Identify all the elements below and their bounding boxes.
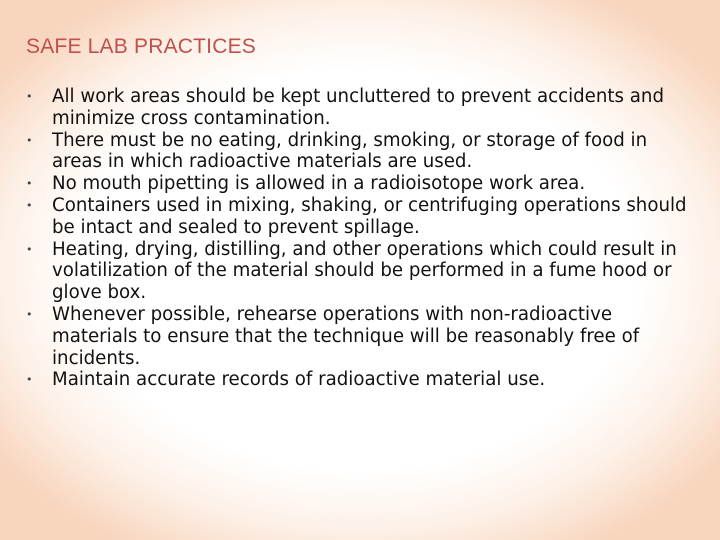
list-item [26,239,701,304]
bullet-icon: • [26,133,33,147]
bullet-icon: • [26,177,33,191]
list-item [26,304,701,369]
bullet-icon: • [26,198,33,212]
bullet-icon: • [26,242,33,256]
bullet-text: Whenever possible, rehearse operations with non-radioactive materials to ensure that the technique will be reasonably free of incidents. [52,303,640,369]
list-item [26,369,701,391]
list-item [26,86,701,130]
bullet-icon: • [26,90,33,103]
list-item [26,195,701,239]
bullet-text: There must be no eating, drinking, smoking, or storage of food in areas in which radioactive materials are used. [52,129,648,173]
bullet-text: No mouth pipetting is allowed in a radioisotope work area. [52,173,586,195]
list-item [26,173,701,195]
bullet-icon: • [26,307,33,321]
bullet-text: Maintain accurate records of radioactive material use. [52,369,546,391]
bullet-text: All work areas should be kept uncluttered to prevent accidents and minimize cross contamination. [52,86,665,129]
list-item [26,130,701,174]
bullet-text: Heating, drying, distilling, and other operations which could result in volatilization of the material should be performed in a fume hood or glove box. [52,238,677,304]
slide-title: SAFE LAB PRACTICES [26,35,256,58]
bullet-text: Containers used in mixing, shaking, or centrifuging operations should be intact and sealed to prevent spillage. [52,194,687,238]
bullet-list [26,86,701,391]
bullet-icon: • [26,373,33,387]
